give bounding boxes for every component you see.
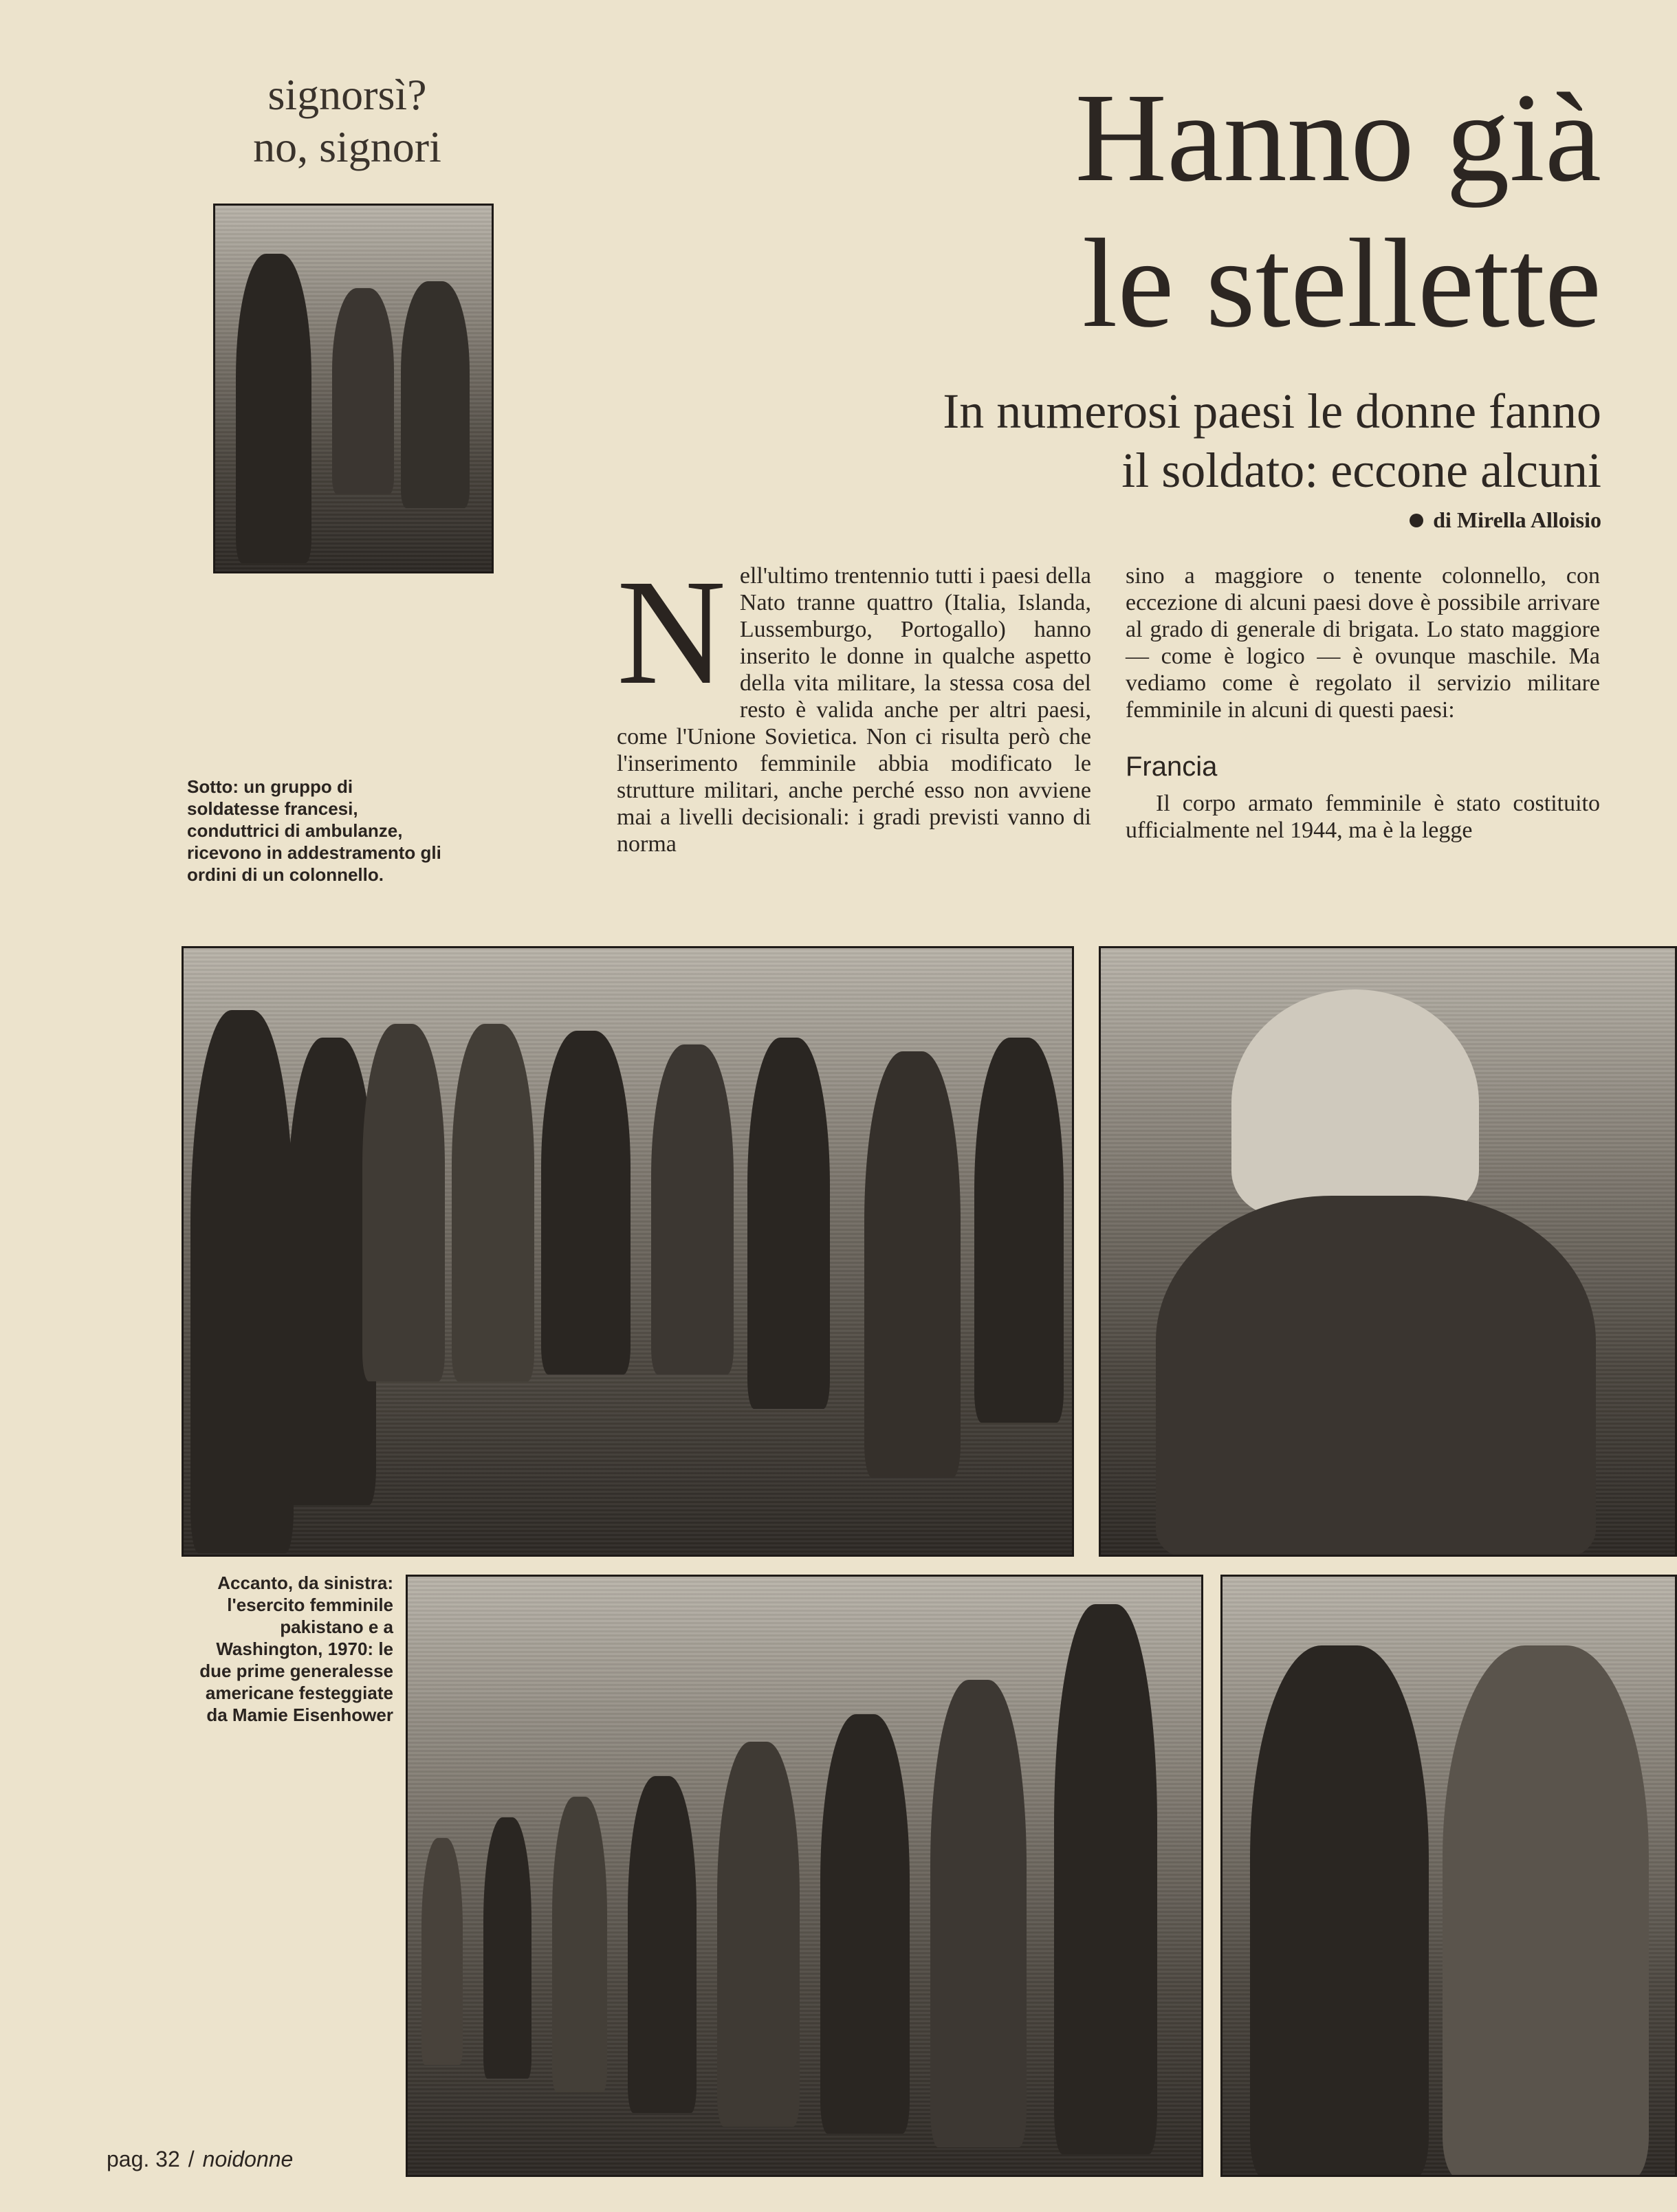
kicker-line-1: signorsì? bbox=[267, 70, 427, 119]
headline-line-2: le stellette bbox=[1082, 213, 1601, 354]
folio-separator: / bbox=[188, 2147, 195, 2171]
photo-generals-eisenhower bbox=[1220, 1575, 1677, 2177]
article-column-1 bbox=[617, 548, 1091, 857]
caption-bottom: Accanto, da sinistra: l'esercito femminile pakistano e a Washington, 1970: le due prime generalesse americane festeggiate da Mamie Eisenhower bbox=[199, 1573, 393, 1725]
kicker bbox=[206, 69, 488, 173]
photo-soldier-helmet bbox=[1099, 946, 1677, 1557]
section-title-francia: Francia bbox=[1126, 752, 1218, 782]
subhead-line-1: In numerosi paesi le donne fanno bbox=[943, 384, 1601, 439]
photo-officer-inspection bbox=[213, 204, 494, 573]
article-col2-text: sino a maggiore o tenente colonnello, con eccezione di alcuni paesi dove è possibile arrivare al grado di generale di brigata. Lo stato maggiore — come è logico — è ovunque maschile. Ma vediamo come è regolato il servizio militare femminile in alcuni di questi paesi: bbox=[1126, 563, 1600, 723]
byline bbox=[1120, 507, 1601, 533]
article-column-2 bbox=[1126, 562, 1600, 844]
kicker-line-2: no, signori bbox=[253, 122, 441, 171]
section-text-francia: Il corpo armato femminile è stato costituito ufficialmente nel 1944, ma è la legge bbox=[1126, 791, 1600, 843]
page-number: pag. 32 bbox=[107, 2147, 180, 2171]
bullet-icon bbox=[1410, 514, 1423, 527]
page-folio bbox=[107, 2147, 293, 2172]
subhead-line-2: il soldato: eccone alcuni bbox=[1121, 443, 1601, 498]
subhead bbox=[708, 382, 1601, 500]
byline-text: di Mirella Alloisio bbox=[1433, 507, 1601, 532]
caption-left: Sotto: un gruppo di soldatesse francesi, conduttrici di ambulanze, ricevono in addestramento gli ordini di un colonnello. bbox=[187, 776, 441, 885]
drop-cap: N bbox=[617, 548, 726, 716]
headline-line-1: Hanno già bbox=[1075, 67, 1601, 208]
photo-french-ambulance-soldiers bbox=[182, 946, 1074, 1557]
article-col1-text: ell'ultimo trentennio tutti i paesi della Nato tranne quattro (Italia, Islanda, Lussemburgo, Portogallo) hanno inserito le donne in qualche aspetto della vita militare, la stessa cosa del resto è valida anche per altri paesi, come l'Unione Sovietica. Non ci risulta però che l'inserimento femminile abbia modificato le strutture militari, anche perché esso non avviene mai a livelli decisionali: i gradi previsti vanno di norma bbox=[617, 563, 1091, 857]
photo-pakistani-womens-army bbox=[406, 1575, 1203, 2177]
magazine-name: noidonne bbox=[202, 2147, 294, 2171]
headline bbox=[845, 65, 1601, 357]
